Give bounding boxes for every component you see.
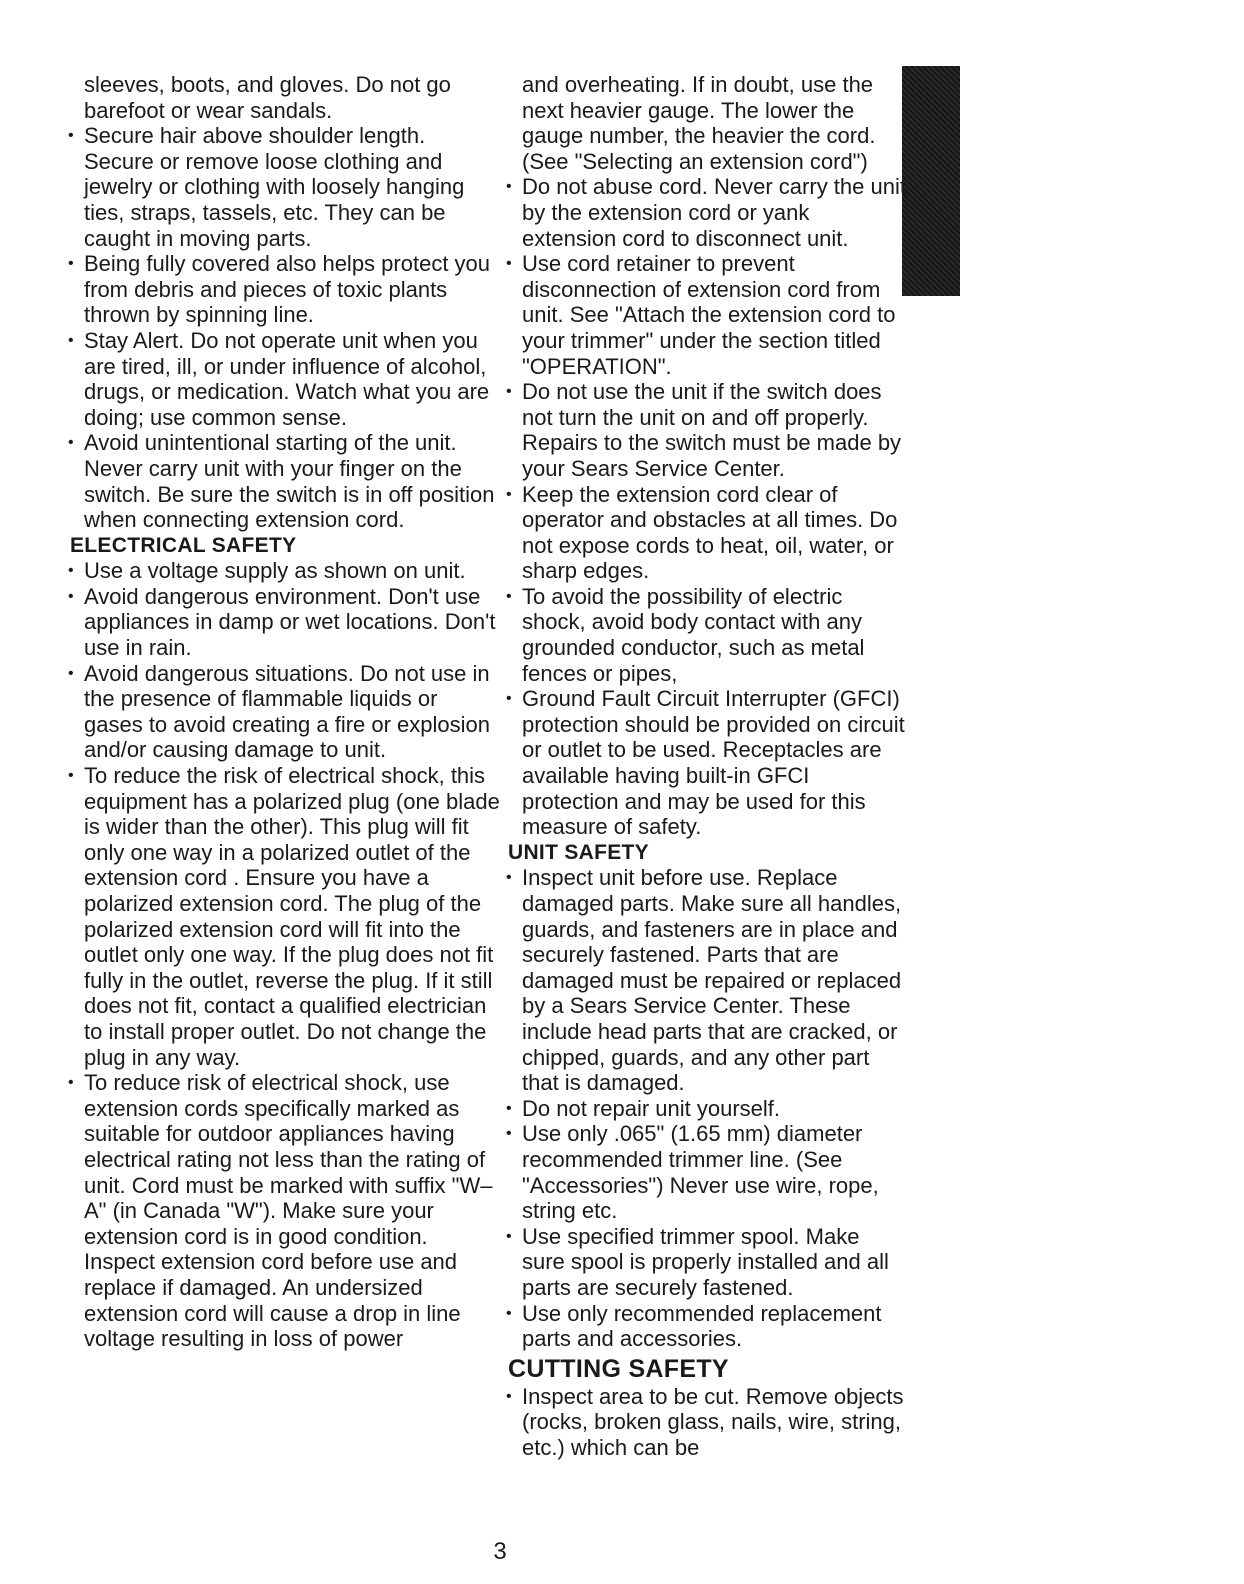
page-number: 3 bbox=[493, 1538, 507, 1565]
bullet-item: • Use specified trimmer spool. Make sure spool is properly installed and all parts are securely fastened. bbox=[508, 1224, 908, 1301]
bullet-item: • Use cord retainer to prevent disconnection of extension cord from unit. See "Attach the extension cord to your trimmer" under the section titled "OPERATION". bbox=[508, 251, 908, 379]
continuation-text: sleeves, boots, and gloves. Do not go barefoot or wear sandals. bbox=[84, 72, 451, 123]
bullet-item: • Use a voltage supply as shown on unit. bbox=[70, 558, 500, 584]
bullet-item: • Do not use the unit if the switch does not turn the unit on and off properly. Repairs to the switch must be made by your Sears Service Center. bbox=[508, 379, 908, 481]
right-column bbox=[508, 72, 908, 1460]
bullet-item: • To reduce the risk of electrical shock, this equipment has a polarized plug (one blade is wider than the other). This plug will fit only one way in a polarized outlet of the extension cord . Ensure you have a polarized extension cord. The plug of the polarized extension cord will fit into the outlet only one way. If the plug does not fit fully in the outlet, reverse the plug. If it still does not fit, contact a qualified electrician to install proper outlet. Do not change the plug in any way. bbox=[70, 763, 500, 1070]
continuation-text: and overheating. If in doubt, use the next heavier gauge. The lower the gauge number, the heavier the cord. (See "Selecting an extension cord") bbox=[522, 72, 876, 174]
bullet-item: • Avoid dangerous environment. Don't use appliances in damp or wet locations. Don't use in rain. bbox=[70, 584, 500, 661]
cutting-safety-heading: CUTTING SAFETY bbox=[508, 1354, 729, 1383]
bullet-item: • Do not repair unit yourself. bbox=[508, 1096, 908, 1122]
bullet-item: • Do not abuse cord. Never carry the unit by the extension cord or yank extension cord to disconnect unit. bbox=[508, 174, 908, 251]
electrical-safety-heading: ELECTRICAL SAFETY bbox=[70, 533, 297, 557]
bullet-item: • Ground Fault Circuit Interrupter (GFCI) protection should be provided on circuit or outlet to be used. Receptacles are available having built-in GFCI protection and may be used for this measure of safety. bbox=[508, 686, 908, 840]
bullet-item: • Secure hair above shoulder length. Secure or remove loose clothing and jewelry or clothing with loosely hanging ties, straps, tassels, etc. They can be caught in moving parts. bbox=[70, 123, 500, 251]
section-thumb-tab bbox=[902, 66, 960, 296]
bullet-item: • Avoid dangerous situations. Do not use in the presence of flammable liquids or gases to avoid creating a fire or explosion and/or causing damage to unit. bbox=[70, 661, 500, 763]
bullet-item: • Inspect area to be cut. Remove objects (rocks, broken glass, nails, wire, string, etc.) which can be bbox=[508, 1384, 908, 1461]
bullet-item: • Use only recommended replacement parts and accessories. bbox=[508, 1301, 908, 1352]
bullet-item: • Inspect unit before use. Replace damaged parts. Make sure all handles, guards, and fasteners are in place and securely fastened. Parts that are damaged must be repaired or replaced by a Sears Service Center. These include head parts that are cracked, or chipped, guards, and any other part that is damaged. bbox=[508, 865, 908, 1095]
unit-safety-heading: UNIT SAFETY bbox=[508, 840, 649, 864]
bullet-item: • Avoid unintentional starting of the unit. Never carry unit with your finger on the switch. Be sure the switch is in off position when connecting extension cord. bbox=[70, 430, 500, 532]
bullet-item: • Use only .065" (1.65 mm) diameter recommended trimmer line. (See "Accessories") Never use wire, rope, string etc. bbox=[508, 1121, 908, 1223]
bullet-item: • Being fully covered also helps protect you from debris and pieces of toxic plants thrown by spinning line. bbox=[70, 251, 500, 328]
bullet-item: • To reduce risk of electrical shock, use extension cords specifically marked as suitable for outdoor appliances having electrical rating not less than the rating of unit. Cord must be marked with suffix "W–A" (in Canada "W"). Make sure your extension cord is in good condition. Inspect extension cord before use and replace if damaged. An undersized extension cord will cause a drop in line voltage resulting in loss of power bbox=[70, 1070, 500, 1352]
left-column bbox=[70, 72, 500, 1352]
bullet-item: • Keep the extension cord clear of operator and obstacles at all times. Do not expose cords to heat, oil, water, or sharp edges. bbox=[508, 482, 908, 584]
bullet-item: • To avoid the possibility of electric shock, avoid body contact with any grounded conductor, such as metal fences or pipes, bbox=[508, 584, 908, 686]
bullet-item: • Stay Alert. Do not operate unit when you are tired, ill, or under influence of alcohol, drugs, or medication. Watch what you are doing; use common sense. bbox=[70, 328, 500, 430]
